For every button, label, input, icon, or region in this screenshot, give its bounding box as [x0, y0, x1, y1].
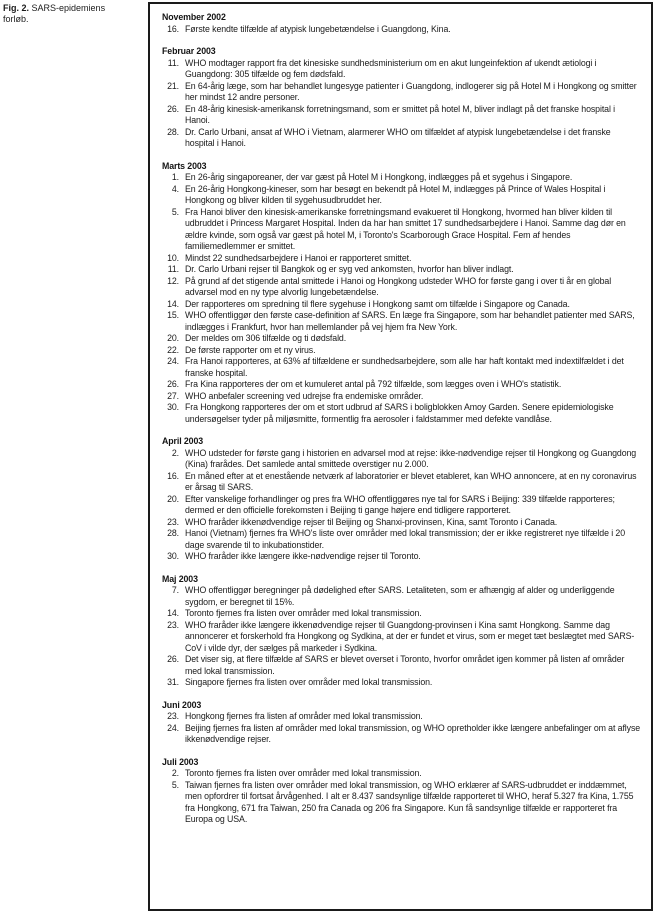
item-day: 12. — [167, 275, 179, 286]
item-day: 5. — [171, 206, 179, 217]
timeline-box — [148, 2, 653, 911]
timeline-item — [162, 654, 642, 677]
item-day: 11. — [167, 57, 179, 68]
item-day: 16. — [167, 470, 179, 481]
month-section — [162, 700, 642, 746]
item-text: Der rapporteres om spredning til flere sygehuse i Hongkong samt om tilfælde i Singapore og Canada. — [185, 298, 570, 309]
timeline-item — [162, 379, 642, 391]
timeline-item — [162, 276, 642, 299]
item-text: En 48-årig kinesisk-amerikansk forretningsmand, som er smittet på hotel M, bliver indlagt på det franske hospital i Hanoi. — [185, 103, 616, 125]
month-section — [162, 46, 642, 150]
timeline-item — [162, 620, 642, 655]
item-day: 27. — [167, 390, 179, 401]
item-text: Hongkong fjernes fra listen af områder med lokal transmission. — [185, 711, 423, 721]
item-day: 26. — [167, 654, 179, 664]
month-heading: Februar 2003 — [162, 46, 216, 56]
month-section — [162, 436, 642, 563]
timeline-item — [162, 391, 642, 403]
timeline-item — [162, 402, 642, 425]
item-text: Første kendte tilfælde af atypisk lungebetændelse i Guangdong, Kina. — [185, 23, 451, 34]
item-text: Dr. Carlo Urbani, ansat af WHO i Vietnam, alarmerer WHO om tilfældet af atypisk lungebetændelse i det franske hospital i Hanoi. — [185, 126, 611, 148]
item-text: Fra Hanoi rapporteres, at 63% af tilfældene er sundhedsarbejdere, som alle har haft kontakt med indextilfældet i det franske hospital. — [185, 356, 624, 378]
timeline-item — [162, 310, 642, 333]
item-day: 24. — [167, 356, 179, 366]
timeline-item — [162, 585, 642, 608]
item-day: 16. — [167, 23, 179, 34]
item-text: WHO offentliggør beregninger på dødelighed efter SARS. Letaliteten, som er afhængig af alder og underliggende sygdom, er beregnet til 15%. — [185, 585, 615, 607]
timeline-item — [162, 299, 642, 311]
item-text: WHO anbefaler screening ved udrejse fra endemiske områder. — [185, 390, 424, 401]
item-text: WHO fraråder ikkenødvendige rejser til Beijing og Shanxi-provinsen, Kina, samt Toronto i Canada. — [185, 516, 558, 527]
item-day: 23. — [167, 711, 179, 721]
item-text: En måned efter at et enestående netværk af laboratorier er blevet etableret, kan WHO annoncere, at en ny coronavirus er årsag til SARS. — [185, 470, 637, 492]
timeline-item — [162, 780, 642, 826]
timeline-item — [162, 356, 642, 379]
timeline-item — [162, 471, 642, 494]
item-day: 23. — [167, 516, 179, 527]
item-day: 28. — [167, 528, 179, 538]
timeline-item — [162, 333, 642, 345]
month-heading: Juni 2003 — [162, 699, 202, 710]
item-text: Fra Kina rapporteres der om et kumuleret antal på 792 tilfælde, som lægges oven i WHO's statistik. — [185, 379, 562, 389]
item-text: En 26-årig singaporeaner, der var gæst på Hotel M i Hongkong, indlægges på et sygehus i Singapore. — [185, 172, 573, 182]
month-heading: Maj 2003 — [162, 573, 198, 584]
timeline-item — [162, 551, 642, 563]
timeline-item — [162, 24, 642, 36]
item-text: Efter vanskelige forhandlinger og pres fra WHO offentliggøres nye tal for SARS i Beijing: 339 tilfælde rapporteres; dermed er den officielle forekomsten i Beijing ti gange højere end tidligere rapporteret. — [185, 493, 615, 515]
figure-caption-text: SARS-epidemiens forløb. — [3, 3, 106, 24]
month-section — [162, 12, 642, 35]
item-day: 22. — [167, 344, 179, 355]
timeline-item — [162, 723, 642, 746]
timeline-item — [162, 253, 642, 265]
month-items — [162, 711, 642, 746]
item-text: WHO fraråder ikke længere ikkenødvendige rejser til Guangdong-provinsen i Kina samt Hongkong. Samme dag annoncerer et forskerhold fra Hongkong og Sydkina, at der er fundet et virus, som er meget tæt beslægtet med SARS-CoV i vilde dyr, der sælges på markeder i Sydkina. — [185, 619, 635, 653]
timeline-item — [162, 104, 642, 127]
month-heading: Juli 2003 — [162, 756, 199, 767]
item-text: WHO modtager rapport fra det kinesiske sundhedsministerium om en akut lungeinfektion af ukendt ætiologi i Guangdong: 305 tilfælde og fem dødsfald. — [185, 57, 597, 79]
item-text: Taiwan fjernes fra listen over områder med lokal transmission, og WHO erklærer af SARS-udbruddet er inddæmmet, men opfordrer til fortsat årvågenhed. I alt er 8.437 sandsynlige tilfælde rapporteret til WHO, heraf 5.327 fra Kina, 1.755 fra Hongkong, 671 fra Taiwan, 250 fra Canada og 206 fra Singapore. Kun få sandsynlige tilfælde er rapporteret fra Europa og USA. — [185, 779, 634, 824]
item-day: 28. — [167, 126, 179, 137]
item-day: 14. — [167, 298, 179, 309]
timeline-item — [162, 58, 642, 81]
timeline-item — [162, 494, 642, 517]
item-text: Toronto fjernes fra listen over områder med lokal transmission. — [185, 768, 422, 778]
month-items — [162, 768, 642, 826]
item-text: Der meldes om 306 tilfælde og ti dødsfald. — [185, 333, 347, 343]
figure-caption — [3, 3, 119, 25]
item-text: Mindst 22 sundhedsarbejdere i Hanoi er rapporteret smittet. — [185, 252, 412, 263]
item-text: Fra Hongkong rapporteres der om et stort udbrud af SARS i boligblokken Amoy Garden. Senere epidemiologiske undersøgelser tyder på miljøsmitte, formentlig fra aerosoler i faldstammer med defekte vandlåse. — [185, 402, 614, 424]
item-day: 20. — [167, 493, 179, 504]
item-text: Det viser sig, at flere tilfælde af SARS er blevet overset i Toronto, hvorfor området igen kommer på listen af områder med lokal transmission. — [185, 654, 625, 676]
timeline-item — [162, 711, 642, 723]
item-day: 26. — [167, 103, 179, 114]
item-text: En 26-årig Hongkong-kineser, som har besøgt en bekendt på Hotel M, indlægges på Prince of Wales Hospital i Hongkong og bliver kilden til sygehusudbruddet her. — [185, 183, 606, 205]
month-section — [162, 161, 642, 426]
timeline-item — [162, 81, 642, 104]
item-day: 20. — [167, 333, 179, 343]
timeline-item — [162, 608, 642, 620]
item-day: 4. — [171, 183, 179, 194]
item-day: 14. — [167, 608, 179, 618]
month-items — [162, 172, 642, 425]
timeline-item — [162, 528, 642, 551]
month-heading: Marts 2003 — [162, 160, 207, 171]
timeline-item — [162, 207, 642, 253]
item-day: 1. — [171, 172, 179, 182]
timeline-item — [162, 517, 642, 529]
month-section — [162, 757, 642, 826]
figure-caption-label: Fig. 2. — [3, 3, 30, 13]
month-section — [162, 574, 642, 689]
item-text: På grund af det stigende antal smittede i Hanoi og Hongkong udsteder WHO for første gang i over ti år en global advarsel mod en ny type alvorlig lungebetændelse. — [185, 275, 612, 297]
item-text: WHO fraråder ikke længere ikke-nødvendige rejser til Toronto. — [185, 551, 421, 561]
item-text: En 64-årig læge, som har behandlet lungesyge patienter i Guangdong, indlogerer sig på Hotel M i Hongkong og smitter her mindst 12 andre personer. — [185, 80, 637, 102]
timeline-item — [162, 184, 642, 207]
item-day: 7. — [171, 585, 179, 595]
item-text: WHO offentliggør den første case-definition af SARS. En læge fra Singapore, som har behandlet patienter med SARS, indlægges i Frankfurt, hvor han mellemlander på vej hjem fra New York. — [185, 310, 635, 332]
item-day: 2. — [171, 447, 179, 458]
item-day: 23. — [167, 619, 179, 630]
month-items — [162, 448, 642, 563]
item-day: 5. — [171, 779, 179, 790]
item-day: 21. — [167, 80, 179, 91]
month-heading: November 2002 — [162, 12, 226, 22]
timeline-item — [162, 677, 642, 689]
item-text: De første rapporter om et ny virus. — [185, 344, 316, 355]
timeline-item — [162, 345, 642, 357]
item-day: 30. — [167, 402, 179, 412]
item-text: Beijing fjernes fra listen af områder med lokal transmission, og WHO opretholder ikke længere anbefalinger om at aflyse ikkenødvendige rejser. — [185, 722, 641, 744]
timeline-item — [162, 264, 642, 276]
timeline-item — [162, 448, 642, 471]
month-items — [162, 58, 642, 150]
item-text: Fra Hanoi bliver den kinesisk-amerikanske forretningsmand evakueret til Hongkong, hvormed han bliver kilden til udbruddet i Princess Margaret Hospital. Inden da har han smittet 17 sundhedsarbejdere i Hanoi. Samme dag dør en ældre kvinde, som også var gæst på hotel M, i Toronto's Scarborough Grace Hospital. Fem af hendes familiemedlemmer er smittet. — [185, 206, 626, 251]
item-text: Hanoi (Vietnam) fjernes fra WHO's liste over områder med lokal transmission; der er ikke registreret nye tilfælde i 20 dage svarende til to inkubationstider. — [185, 528, 625, 550]
item-text: Singapore fjernes fra listen over områder med lokal transmission. — [185, 677, 433, 687]
item-day: 11. — [167, 264, 179, 274]
item-day: 15. — [167, 310, 179, 320]
timeline-item — [162, 127, 642, 150]
month-items — [162, 585, 642, 689]
item-day: 30. — [167, 551, 179, 561]
item-text: WHO udsteder for første gang i historien en advarsel mod at rejse: ikke-nødvendige rejser til Hongkong og Guangdong (Kina) frarådes. Det samlede antal smittede overstiger nu 2.000. — [185, 447, 637, 469]
timeline-item — [162, 172, 642, 184]
item-day: 24. — [167, 722, 179, 733]
item-day: 2. — [171, 768, 179, 778]
item-day: 31. — [167, 677, 179, 687]
month-heading: April 2003 — [162, 436, 204, 446]
timeline-item — [162, 768, 642, 780]
item-day: 26. — [167, 379, 179, 389]
item-day: 10. — [167, 252, 179, 263]
month-items — [162, 24, 642, 36]
item-text: Dr. Carlo Urbani rejser til Bangkok og er syg ved ankomsten, hvorfor han bliver indlagt. — [185, 264, 514, 274]
item-text: Toronto fjernes fra listen over områder med lokal transmission. — [185, 608, 422, 618]
